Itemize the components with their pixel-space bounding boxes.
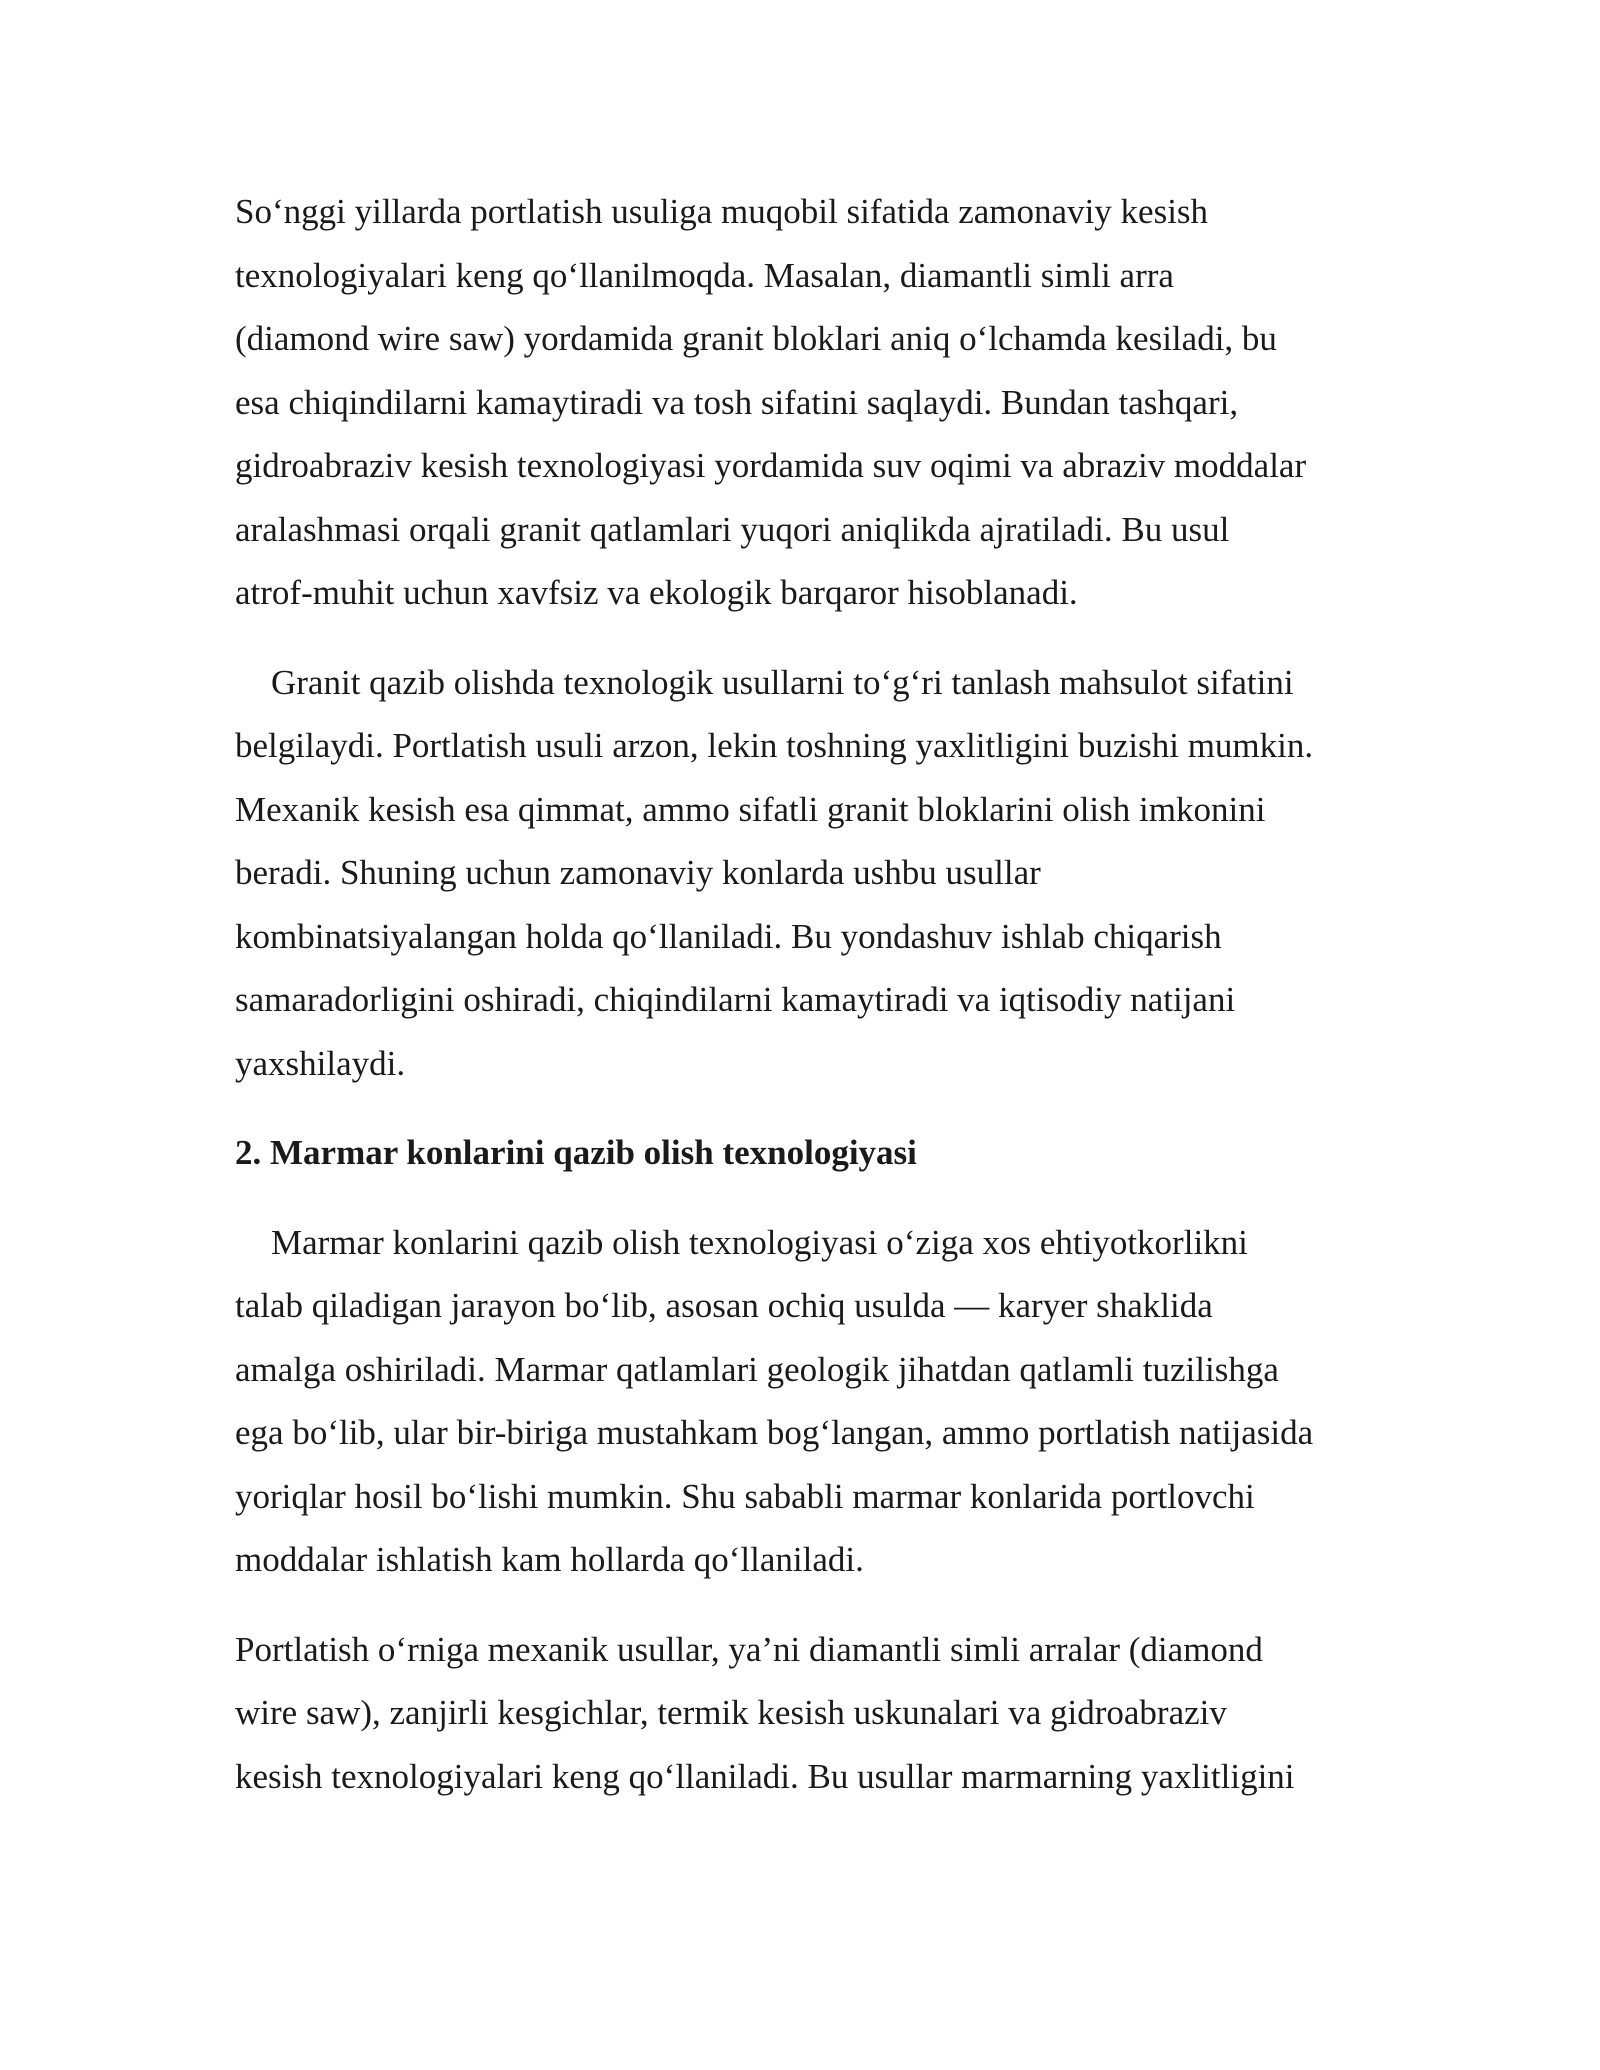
text-line: yoriqlar hosil bo‘lishi mumkin. Shu sababli marmar konlarida portlovchi	[235, 1476, 1255, 1516]
text-line: talab qiladigan jarayon bo‘lib, asosan ochiq usulda — karyer shaklida	[235, 1286, 1213, 1325]
text-line: atrof-muhit uchun xavfsiz va ekologik barqaror hisoblanadi.	[235, 573, 1078, 612]
text-line: moddalar ishlatish kam hollarda qo‘llaniladi.	[235, 1540, 864, 1579]
text-line: esa chiqindilarni kamaytiradi va tosh sifatini saqlaydi. Bundan tashqari,	[235, 382, 1239, 422]
text-line: Mexanik kesish esa qimmat, ammo sifatli granit bloklarini olish imkonini	[235, 789, 1266, 829]
text-line: yaxshilaydi.	[235, 1043, 406, 1083]
paragraph-modern-cutting	[235, 180, 1375, 625]
text-line: gidroabraziv kesish texnologiyasi yordamida suv oqimi va abraziv moddalar	[235, 446, 1307, 485]
document-body	[235, 180, 1375, 1834]
text-line: Marmar konlarini qazib olish texnologiyasi o‘ziga xos ehtiyotkorlikni	[271, 1222, 1248, 1262]
text-line: aralashmasi orqali granit qatlamlari yuqori aniqlikda ajratiladi. Bu usul	[235, 509, 1230, 549]
text-line: belgilaydi. Portlatish usuli arzon, lekin toshning yaxlitligini buzishi mumkin.	[235, 726, 1314, 765]
paragraph-marble-methods	[235, 1618, 1375, 1809]
paragraph-marble-intro	[235, 1211, 1375, 1592]
text-line: samaradorligini oshiradi, chiqindilarni kamaytiradi va iqtisodiy natijani	[235, 980, 1236, 1019]
text-line: beradi. Shuning uchun zamonaviy konlarda ushbu usullar	[235, 853, 1041, 892]
section-heading: 2. Marmar konlarini qazib olish texnologiyasi	[235, 1133, 917, 1172]
text-line: amalga oshiriladi. Marmar qatlamlari geologik jihatdan qatlamli tuzilishga	[235, 1349, 1279, 1389]
text-line: (diamond wire saw) yordamida granit bloklari aniq o‘lchamda kesiladi, bu	[235, 319, 1277, 358]
text-line: So‘nggi yillarda portlatish usuliga muqobil sifatida zamonaviy kesish	[235, 192, 1209, 231]
text-line: ega bo‘lib, ular bir-biriga mustahkam bog‘langan, ammo portlatish natijasida	[235, 1413, 1314, 1452]
text-line: Granit qazib olishda texnologik usullarni to‘g‘ri tanlash mahsulot sifatini	[271, 662, 1294, 702]
paragraph-granite-methods	[235, 651, 1375, 1096]
text-line: texnologiyalari keng qo‘llanilmoqda. Masalan, diamantli simli arra	[235, 255, 1174, 295]
text-line: kombinatsiyalangan holda qo‘llaniladi. Bu yondashuv ishlab chiqarish	[235, 916, 1222, 956]
text-line: Portlatish o‘rniga mexanik usullar, ya’ni diamantli simli arralar (diamond	[235, 1629, 1263, 1669]
text-line: kesish texnologiyalari keng qo‘llaniladi. Bu usullar marmarning yaxlitligini	[235, 1756, 1295, 1796]
text-line: wire saw), zanjirli kesgichlar, termik kesish uskunalari va gidroabraziv	[235, 1693, 1227, 1732]
